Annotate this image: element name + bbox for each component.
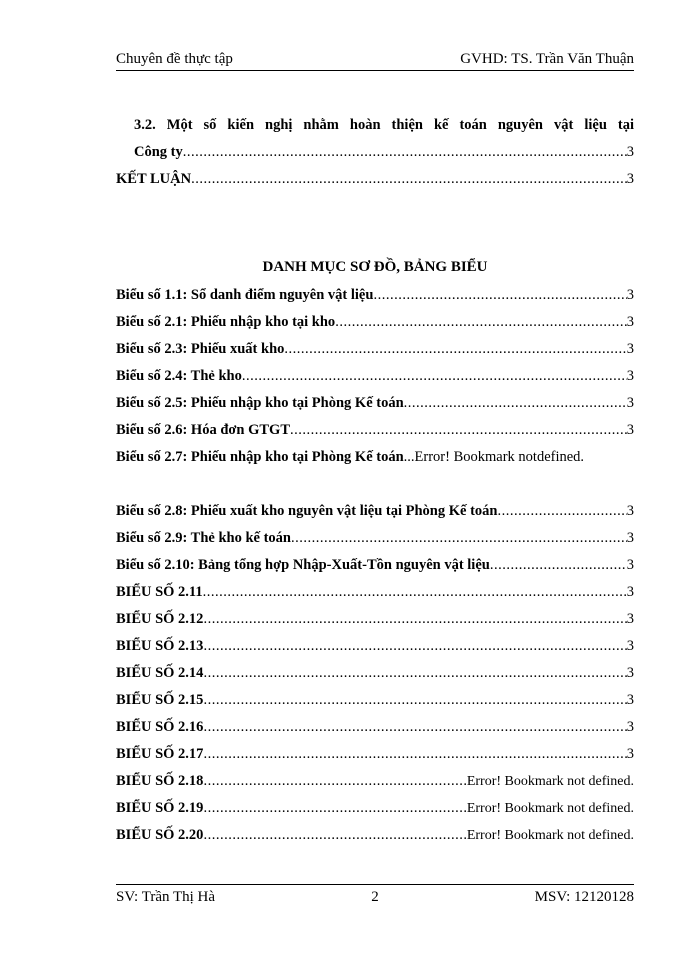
dot-leader — [203, 687, 626, 714]
dot-leader — [404, 390, 627, 417]
dot-leader — [497, 498, 626, 525]
list-page-number: 3 — [626, 341, 634, 357]
list-item[interactable] — [116, 309, 634, 336]
list-item[interactable] — [116, 768, 634, 795]
error-text: Error! Bookmark not defined. — [466, 828, 634, 843]
list-item-prefix: Biểu số 2.5: — [116, 395, 188, 411]
list-item[interactable] — [116, 687, 634, 714]
dot-leader — [203, 795, 466, 822]
footer-right: MSV: 12120128 — [534, 888, 634, 905]
dot-leader — [203, 660, 626, 687]
list-item-prefix: Biểu số 2.10: — [116, 557, 195, 573]
list-item[interactable] — [116, 822, 634, 849]
list-item-title: Phiếu xuất kho nguyên vật liệu tại Phòng Kế toán — [190, 503, 498, 519]
dot-leader — [284, 336, 626, 363]
list-item-label: Biểu số 2.7: — [116, 449, 188, 465]
header-right: GVHD: TS. Trần Văn Thuận — [460, 51, 634, 67]
list-item-label — [116, 390, 404, 417]
list-item-prefix: Biểu số 2.6: — [116, 422, 188, 438]
dot-leader — [203, 741, 626, 768]
dot-leader — [203, 633, 626, 660]
list-item[interactable] — [116, 714, 634, 741]
list-item-label: BIỂU SỐ 2.11 — [116, 584, 203, 600]
list-item-prefix: Biểu số 2.1: — [116, 314, 188, 330]
list-item[interactable] — [116, 336, 634, 363]
list-item-title: Sổ danh điểm nguyên vật liệu — [190, 287, 374, 303]
list-item-title: Bảng tổng hợp Nhập-Xuất-Tồn nguyên vật liệu — [198, 557, 490, 573]
dot-leader — [291, 525, 627, 552]
list-item[interactable] — [116, 417, 634, 444]
list-page-number: 3 — [626, 314, 634, 330]
dot-leader — [203, 768, 466, 795]
list-item[interactable] — [116, 363, 634, 390]
footer-page-number: 2 — [371, 888, 379, 905]
list-item-label — [116, 552, 490, 579]
toc-item-3-2-line2[interactable] — [116, 139, 634, 166]
list-item-label: BIỂU SỐ 2.17 — [116, 746, 204, 762]
list-item[interactable] — [116, 579, 634, 606]
list-page-number: 3 — [626, 611, 634, 627]
dot-leader — [191, 166, 627, 193]
error-text: Error! Bookmark not defined. — [466, 774, 634, 789]
list-page-number: 3 — [626, 665, 634, 681]
dot-leader — [335, 309, 627, 336]
list-item[interactable] — [116, 282, 634, 309]
list-item-label: BIỂU SỐ 2.14 — [116, 665, 204, 681]
list-item-label — [116, 525, 291, 552]
list-page-number: 3 — [626, 719, 634, 735]
list-item-label: BIỂU SỐ 2.12 — [116, 611, 204, 627]
list-item-label — [116, 336, 284, 363]
error-text-continued: defined. — [536, 449, 585, 465]
dot-leader — [373, 282, 626, 309]
list-item[interactable] — [116, 525, 634, 552]
list-item-label — [116, 282, 373, 309]
list-item[interactable] — [116, 741, 634, 768]
list-page-number: 3 — [626, 287, 634, 303]
dot-leader — [242, 363, 627, 390]
list-item[interactable] — [116, 606, 634, 633]
dot-leader — [203, 822, 466, 849]
list-item-prefix: Biểu số 2.4: — [116, 368, 188, 384]
list-item-label: BIỂU SỐ 2.15 — [116, 692, 204, 708]
list-page-number: 3 — [626, 422, 634, 438]
list-item-label: BIỂU SỐ 2.13 — [116, 638, 204, 654]
list-item[interactable] — [116, 444, 634, 498]
toc-item-3-2-line1[interactable]: 3.2. Một số kiến nghị nhằm hoàn thiện kế toán nguyên vật liệu tại — [134, 117, 634, 133]
error-text: ...Error! Bookmark not — [403, 449, 537, 465]
page-header — [116, 38, 634, 68]
list-item-label — [116, 309, 335, 336]
list-item-label: BIỂU SỐ 2.18 — [116, 773, 204, 789]
dot-leader — [203, 606, 626, 633]
list-item-title: Hóa đơn GTGT — [190, 422, 291, 438]
list-page-number: 3 — [626, 368, 634, 384]
list-item-prefix: Biểu số 2.8: — [116, 503, 188, 519]
list-item-prefix: Biểu số 1.1: — [116, 287, 188, 303]
list-page-number: 3 — [626, 638, 634, 654]
list-item-label: BIỂU SỐ 2.20 — [116, 827, 204, 843]
toc-item-label: KẾT LUẬN — [116, 171, 192, 187]
error-text: Error! Bookmark not defined. — [466, 801, 634, 816]
list-item[interactable] — [116, 795, 634, 822]
dot-leader — [290, 417, 627, 444]
toc-item-conclusion[interactable] — [116, 166, 634, 193]
header-left: Chuyên đề thực tập — [116, 51, 233, 67]
toc-item-label: Công ty — [134, 144, 183, 160]
list-item[interactable] — [116, 660, 634, 687]
list-page-number: 3 — [626, 746, 634, 762]
toc-page-number: 3 — [626, 144, 634, 160]
list-item-title: Phiếu nhập kho tại Phòng Kế toán — [190, 449, 404, 465]
list-item-title: Thẻ kho kế toán — [190, 530, 291, 546]
list-item-label: BIỂU SỐ 2.16 — [116, 719, 204, 735]
list-item-prefix: Biểu số 2.3: — [116, 341, 188, 357]
list-page-number: 3 — [626, 557, 634, 573]
list-item-title: Thẻ kho — [190, 368, 242, 384]
dot-leader — [203, 714, 626, 741]
footer-left: SV: Trần Thị Hà — [116, 888, 216, 905]
list-page-number: 3 — [626, 692, 634, 708]
list-page-number: 3 — [626, 584, 634, 600]
list-item[interactable] — [116, 390, 634, 417]
list-item[interactable] — [116, 552, 634, 579]
list-item[interactable] — [116, 498, 634, 525]
list-item-label: BIỂU SỐ 2.19 — [116, 800, 204, 816]
dot-leader — [490, 552, 627, 579]
figure-list — [116, 282, 634, 849]
list-page-number: 3 — [626, 395, 634, 411]
list-title: DANH MỤC SƠ ĐỒ, BẢNG BIỂU — [262, 259, 488, 275]
toc-page-number: 3 — [626, 171, 634, 187]
toc-top-section — [116, 112, 634, 193]
dot-leader — [183, 139, 627, 166]
list-item[interactable] — [116, 633, 634, 660]
list-page-number: 3 — [626, 503, 634, 519]
list-item-title: Phiếu nhập kho tại kho — [190, 314, 336, 330]
list-item-label — [116, 363, 242, 390]
list-item-title: Phiếu xuất kho — [190, 341, 285, 357]
list-item-label — [116, 417, 290, 444]
list-page-number: 3 — [626, 530, 634, 546]
footer-divider — [116, 884, 634, 885]
list-item-label — [116, 498, 497, 525]
dot-leader — [203, 579, 627, 606]
header-divider — [116, 70, 634, 71]
page-footer — [116, 886, 634, 908]
list-item-prefix: Biểu số 2.9: — [116, 530, 188, 546]
list-item-title: Phiếu nhập kho tại Phòng Kế toán — [190, 395, 404, 411]
